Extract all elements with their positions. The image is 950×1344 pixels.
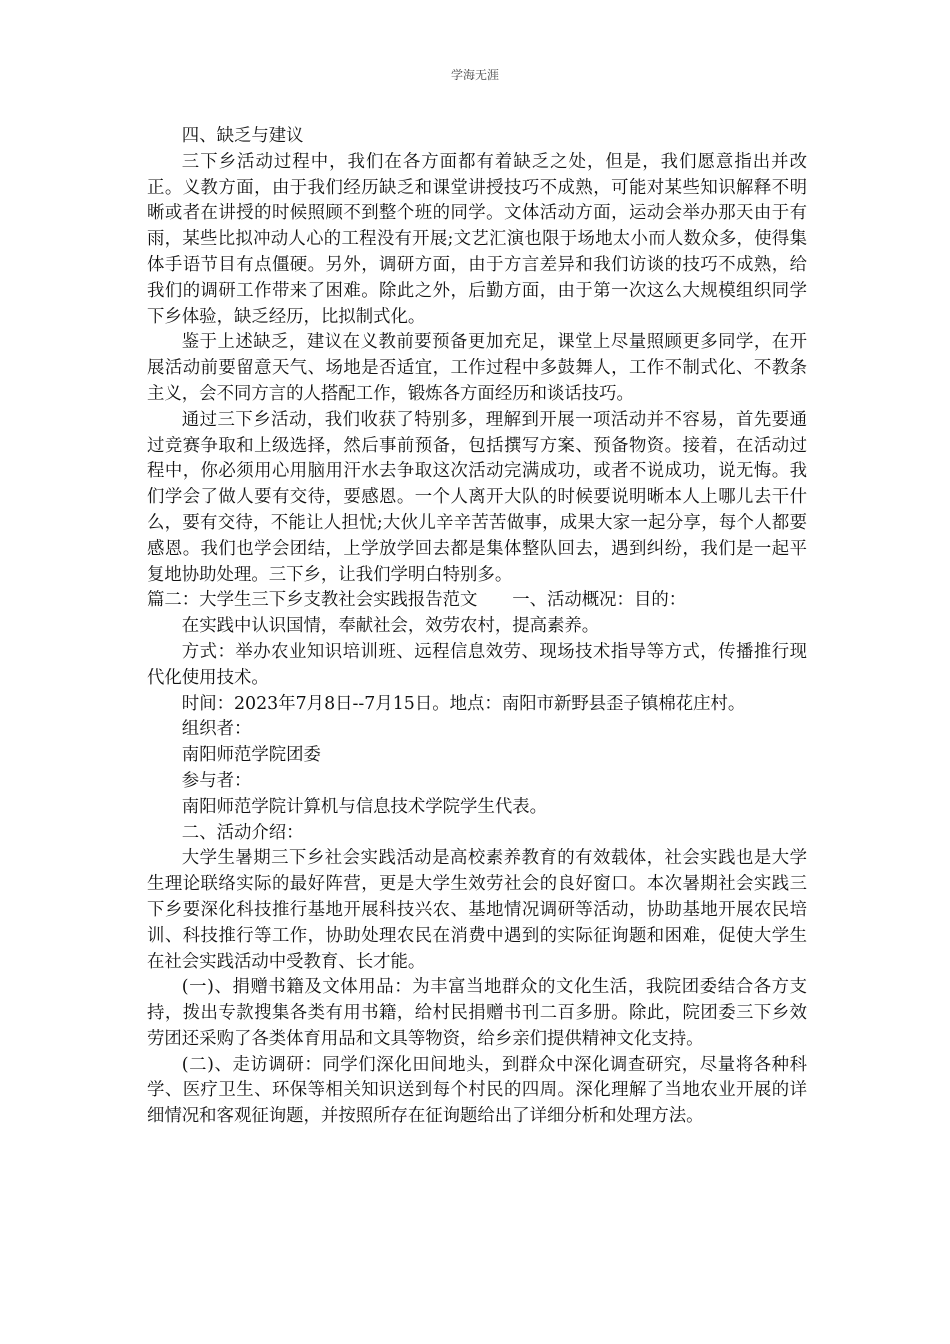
paragraph: 组织者： — [181, 719, 252, 740]
paragraph: 三下乡活动过程中，我们在各方面都有着缺乏之处，但是，我们愿意指出并改正。义教方面，由于我们经历缺乏和课堂讲授技巧不成熟，可能对某些知识解释不明晰或者在讲授的时候照顾不到整个班的同学。文体活动方面，运动会举办那天由于有雨，某些比拟冲动人心的工程没有开展;文艺汇演也限于场地太小而人数众多，使得集体手语节目有点僵硬。另外，调研方面，由于方言差异和我们访谈的技巧不成熟，给我们的调研工作带来了困难。除此之外，后勤方面，由于第一次这么大规模组织同学下乡体验，缺乏经历，比拟制式化。 — [147, 151, 807, 327]
paragraph: (二)、走访调研：同学们深化田间地头，到群众中深化调查研究，尽量将各种科学、医疗卫生、环保等相关知识送到每个村民的四周。深化理解了当地农业开展的详细情况和客观征询题，并按照所存在征询题给出了详细分析和处理方法。 — [147, 1054, 807, 1127]
paragraph: 参与者： — [181, 770, 252, 791]
paragraph: (一)、捐赠书籍及文体用品：为丰富当地群众的文化生活，我院团委结合各方支持，拨出专款搜集各类有用书籍，给村民捐赠书刊二百多册。除此，院团委三下乡效劳团还采购了各类体育用品和文具等物资，给乡亲们提供精神文化支持。 — [147, 977, 807, 1049]
paragraph: 方式：举办农业知识培训班、远程信息效劳、现场技术指导等方式，传播推行现代化使用技术。 — [147, 641, 807, 688]
paragraph: 大学生暑期三下乡社会实践活动是高校素养教育的有效载体，社会实践也是大学生理论联络实际的最好阵营，更是大学生效劳社会的良好窗口。本次暑期社会实践三下乡要深化科技推行基地开展科技兴农、基地情况调研等活动，协助基地开展农民培训、科技推行等工作，协助处理农民在消费中遇到的实际征询题和困难，促使大学生在社会实践活动中受教育、长才能。 — [147, 848, 807, 972]
paragraph: 篇二：大学生三下乡支教社会实践报告范文 一、活动概况：目的： — [147, 590, 687, 611]
paragraph: 在实践中认识国情，奉献社会，效劳农村，提高素养。 — [181, 616, 600, 637]
document-body — [147, 124, 807, 1130]
page-header: 学海无涯 — [450, 68, 499, 82]
paragraph: 南阳师范学院团委 — [181, 745, 321, 766]
paragraph: 鉴于上述缺乏，建议在义教前要预备更加充足，课堂上尽量照顾更多同学，在开展活动前要留意天气、场地是否适宜，工作过程中多鼓舞人，工作不制式化、不教条主义，会不同方言的人搭配工作，锻炼各方面经历和谈话技巧。 — [147, 332, 807, 404]
paragraph: 通过三下乡活动，我们收获了特别多，理解到开展一项活动并不容易，首先要通过竞赛争取和上级选择，然后事前预备，包括撰写方案、预备物资。接着，在活动过程中，你必须用心用脑用汗水去争取这次活动完满成功，或者不说成功，说无悔。我们学会了做人要有交待，要感恩。一个人离开大队的时候要说明晰本人上哪儿去干什么，要有交待，不能让人担忧;大伙儿辛辛苦苦做事，成果大家一起分享，每个人都要感恩。我们也学会团结，上学放学回去都是集体整队回去，遇到纠纷，我们是一起平复地协助处理。三下乡，让我们学明白特别多。 — [147, 409, 807, 585]
paragraph: 四、缺乏与建议 — [181, 126, 304, 146]
paragraph: 时间：2023年7月8日--7月15日。地点：南阳市新野县歪子镇棉花庄村。 — [181, 693, 746, 714]
paragraph: 南阳师范学院计算机与信息技术学院学生代表。 — [181, 796, 548, 817]
paragraph: 二、活动介绍： — [181, 822, 304, 843]
